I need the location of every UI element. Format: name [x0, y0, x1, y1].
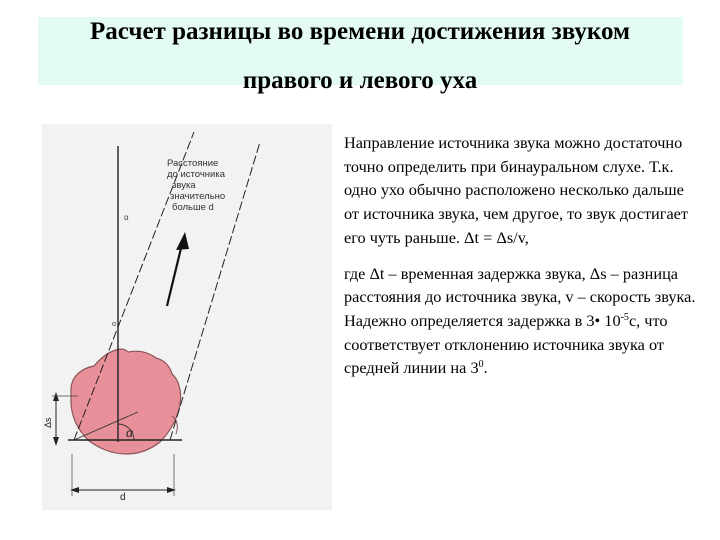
delta-s-label: Δs — [43, 417, 53, 428]
paragraph-2 — [344, 262, 700, 381]
caption-line-1: Расстояние — [167, 158, 219, 169]
paragraph-2-end: . — [483, 358, 488, 378]
paragraph-2-start: где Δt – временная задержка звука, Δs – разница расстояния до источника звука, v – скорость звука. Надежно определяется задержка в 3• 10 — [344, 263, 696, 330]
title-line-2: правого и левого уха — [242, 67, 478, 94]
exponent: -5 — [620, 311, 629, 323]
d-label: d — [120, 492, 126, 503]
sound-direction-diagram — [42, 124, 332, 510]
degree-superscript: 0 — [478, 359, 484, 371]
caption-line-5: больше d — [172, 202, 214, 213]
caption-line-3: звука — [172, 180, 196, 191]
alpha-mark-mid: α — [112, 321, 117, 328]
caption-line-4: значительно — [170, 191, 226, 202]
alpha-mark-top: α — [124, 213, 129, 222]
paragraph-1: Направление источника звука можно достаточно точно определить при бинауральном слухе. Т.к. одно ухо обычно расположено несколько дальше от источника звука, чем другое, то звук достигает его чуть раньше. Δt = Δs/v, — [344, 133, 689, 247]
title-line-1: Расчет разницы во времени достижения звуком — [89, 18, 630, 45]
alpha-label: α — [126, 426, 133, 440]
caption-line-2: до источника — [167, 169, 225, 180]
explanation-text — [344, 131, 700, 380]
paragraph-2-mid: с, что соответствует отклонению источника звука от средней линии на 3 — [344, 310, 668, 378]
